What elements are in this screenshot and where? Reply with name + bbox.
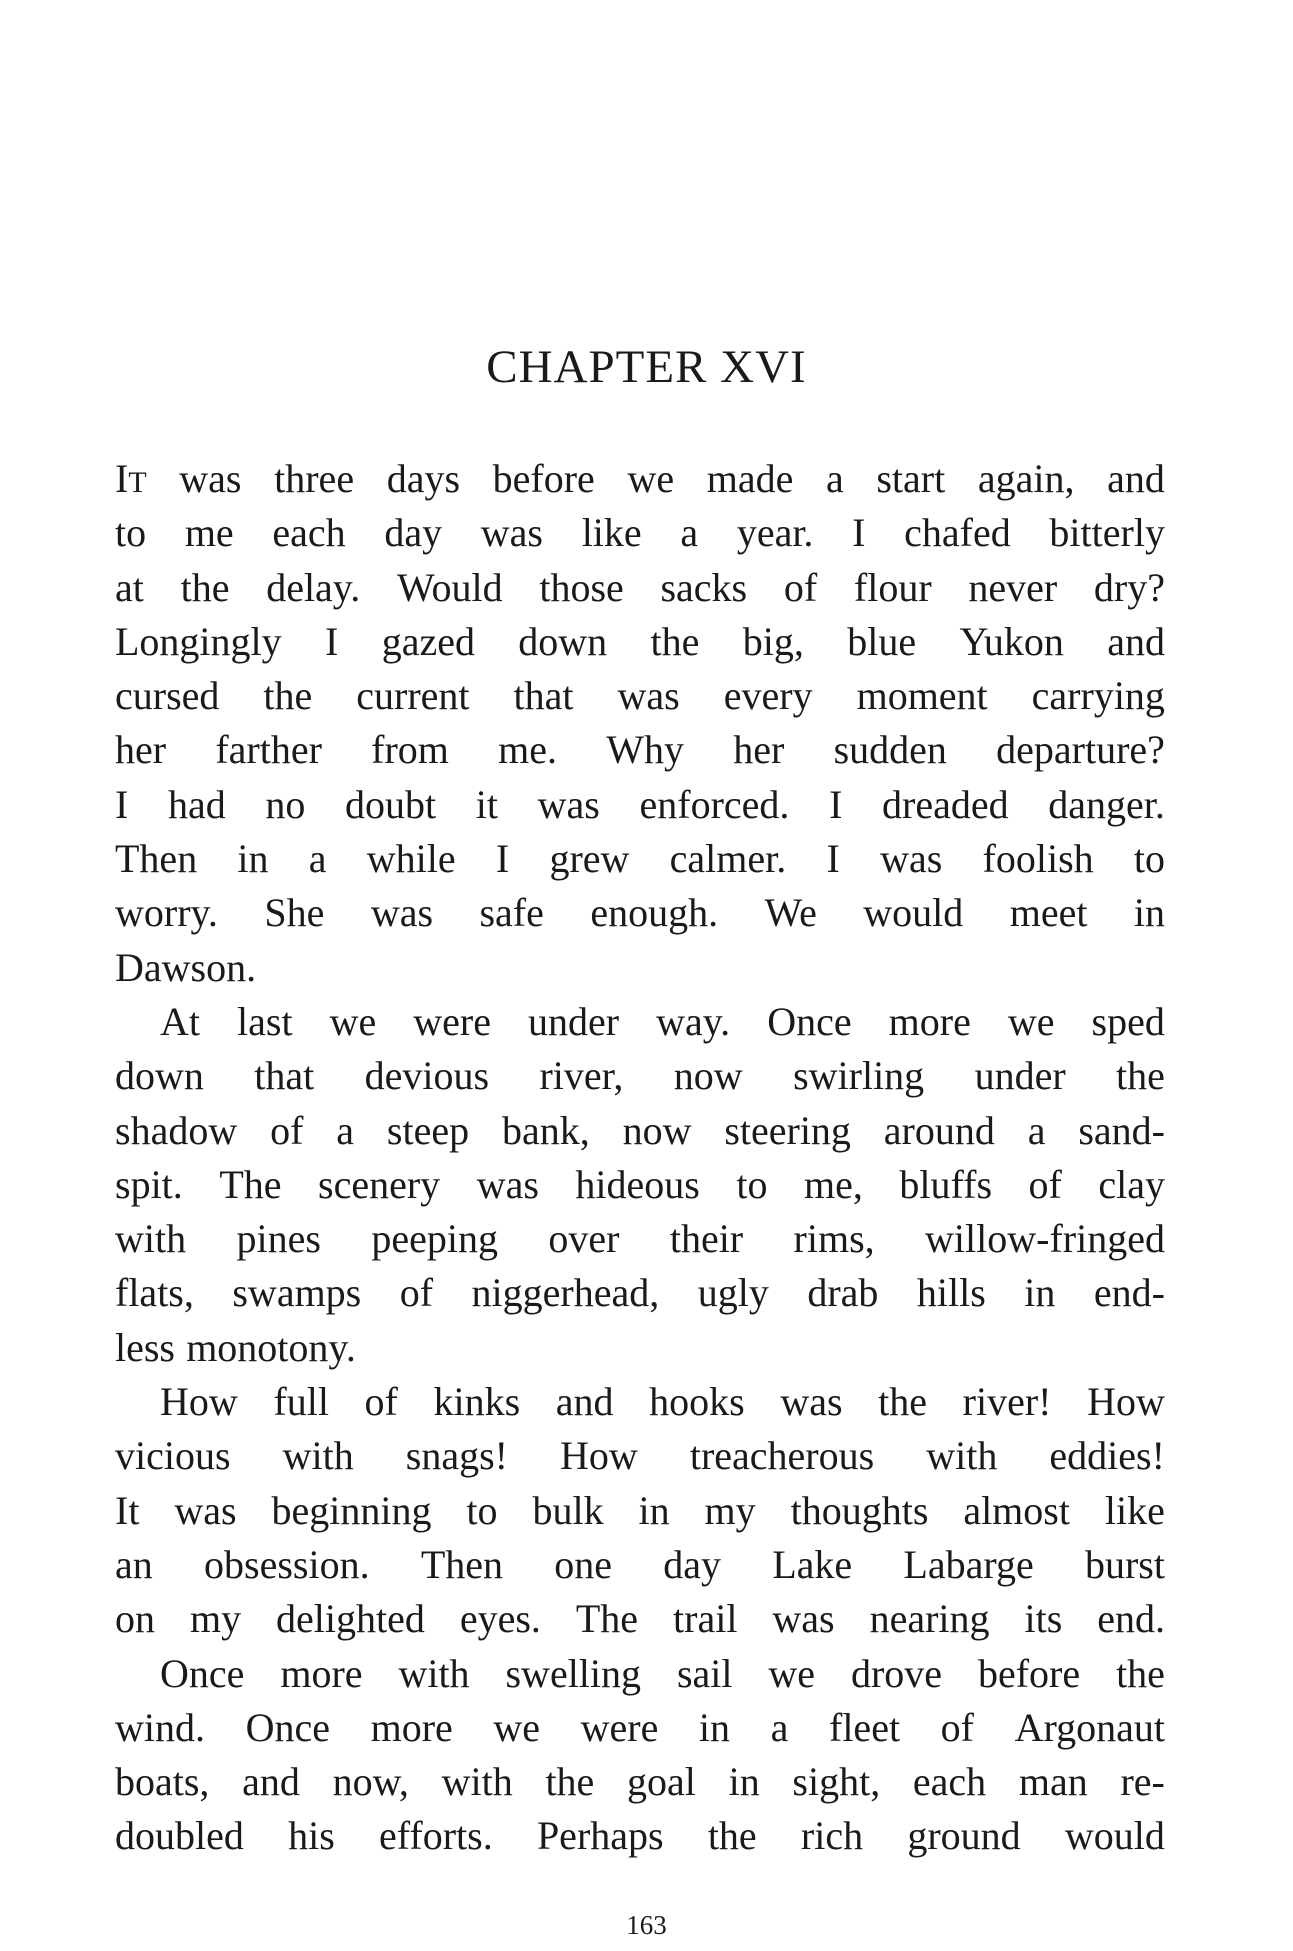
word: enforced. — [639, 781, 790, 827]
word: thoughts — [790, 1487, 929, 1533]
word: flour — [853, 564, 932, 610]
word: we — [1007, 998, 1055, 1044]
text-line — [115, 1266, 1165, 1320]
word: gazed — [381, 618, 475, 664]
word: hooks — [649, 1379, 745, 1425]
word: more — [280, 1650, 363, 1696]
word: bitterly — [1049, 510, 1165, 556]
word: end- — [1093, 1270, 1165, 1316]
word: I — [829, 781, 843, 827]
word: danger. — [1048, 781, 1165, 827]
word: from — [371, 727, 449, 773]
word: Yukon — [959, 618, 1064, 664]
word: I — [325, 618, 339, 664]
word: How — [1087, 1379, 1165, 1425]
word: of — [783, 564, 818, 610]
word: my — [704, 1487, 756, 1533]
word: doubled — [115, 1813, 244, 1859]
word: worry. — [115, 890, 218, 936]
word: now — [622, 1107, 692, 1153]
word: day — [384, 510, 443, 556]
word: delighted — [276, 1596, 425, 1642]
word: me. — [498, 727, 558, 773]
word: farther — [215, 727, 322, 773]
word: treacherous — [689, 1433, 875, 1479]
word: Labarge — [903, 1541, 1034, 1587]
word: way. — [656, 998, 731, 1044]
text-line — [115, 452, 1165, 506]
word: bluffs — [899, 1161, 993, 1207]
word: would — [1064, 1813, 1165, 1859]
word: that — [513, 673, 574, 719]
word: I — [495, 836, 510, 882]
word: the — [545, 1759, 595, 1805]
word: re- — [1120, 1759, 1165, 1805]
word: Then — [115, 836, 198, 882]
word: trail — [673, 1596, 738, 1642]
word: was — [772, 1596, 835, 1642]
word: safe — [479, 890, 544, 936]
word: a — [825, 456, 844, 501]
word: The — [575, 1596, 639, 1642]
word: in — [1133, 890, 1165, 936]
word: I — [115, 781, 129, 827]
text-line — [115, 941, 1165, 995]
word: never — [968, 564, 1058, 610]
word: before — [977, 1650, 1081, 1696]
word: was — [476, 1161, 539, 1207]
word: doubt — [345, 781, 437, 827]
word: grew — [549, 836, 630, 882]
word: moment — [856, 673, 988, 719]
text-line — [115, 1158, 1165, 1212]
word: me, — [804, 1161, 863, 1207]
word: sight, — [792, 1759, 881, 1805]
chapter-title: CHAPTER XVI — [486, 341, 807, 393]
word: were — [580, 1704, 659, 1750]
word: while — [366, 836, 456, 882]
word: on — [115, 1596, 155, 1642]
word: cursed — [115, 673, 220, 719]
word: at — [115, 564, 144, 610]
word: bulk — [532, 1487, 604, 1533]
word: fleet — [829, 1704, 901, 1750]
text-line — [115, 561, 1165, 615]
word: ground — [907, 1813, 1021, 1859]
word: that — [254, 1053, 315, 1099]
word: I — [852, 510, 866, 556]
word: hideous — [575, 1161, 700, 1207]
word: and — [1107, 456, 1165, 501]
word: her — [733, 727, 785, 773]
word: carrying — [1031, 673, 1165, 719]
word: days — [386, 456, 461, 501]
text-line — [115, 669, 1165, 723]
word: the — [263, 673, 313, 719]
word: At — [160, 998, 200, 1044]
word: of — [1028, 1161, 1062, 1207]
word: blue — [847, 618, 917, 664]
word: wind. — [115, 1704, 205, 1750]
text-line — [115, 1104, 1165, 1158]
word: sacks — [660, 564, 748, 610]
word: his — [288, 1813, 335, 1859]
word: we — [493, 1704, 541, 1750]
word: the — [1116, 1053, 1165, 1099]
word: nearing — [869, 1596, 990, 1642]
word: scenery — [318, 1161, 441, 1207]
word: the — [1116, 1650, 1165, 1696]
word: flats, — [115, 1270, 194, 1316]
text-line — [115, 1538, 1165, 1592]
word: in — [237, 836, 269, 882]
word: Longingly — [115, 618, 282, 664]
word: to — [466, 1487, 498, 1533]
word: of — [940, 1704, 974, 1750]
word: it — [475, 781, 499, 827]
word: of — [270, 1107, 304, 1153]
word: calmer. — [669, 836, 787, 882]
word: no — [265, 781, 306, 827]
word: around — [883, 1107, 995, 1153]
word: in — [698, 1704, 731, 1750]
word: foolish — [982, 836, 1094, 882]
word: end. — [1097, 1596, 1165, 1642]
word: We — [764, 890, 817, 936]
text-line — [115, 1429, 1165, 1483]
word: full — [273, 1379, 329, 1425]
word: spit. — [115, 1161, 183, 1207]
word: steering — [724, 1107, 851, 1153]
word: a — [308, 836, 327, 882]
word: drove — [850, 1650, 943, 1696]
word: a — [1027, 1107, 1046, 1153]
word: would — [863, 890, 964, 936]
word: Lake — [772, 1541, 853, 1587]
word: year. — [736, 510, 814, 556]
word: in — [1024, 1270, 1056, 1316]
word: rich — [800, 1813, 864, 1859]
word: river! — [962, 1379, 1052, 1425]
word: with — [398, 1650, 470, 1696]
word: boats, — [115, 1759, 210, 1805]
text-line — [115, 1592, 1165, 1646]
word: drab — [807, 1270, 879, 1316]
word: to — [115, 510, 147, 556]
word: with — [115, 1216, 187, 1262]
small-caps-letter: T — [128, 466, 147, 499]
text-line — [115, 995, 1165, 1049]
word: Then — [420, 1541, 503, 1587]
word: pines — [236, 1216, 321, 1262]
text-line — [115, 1321, 1165, 1375]
word: last — [237, 998, 293, 1044]
word: her — [115, 727, 167, 773]
word: meet — [1009, 890, 1088, 936]
word: burst — [1084, 1541, 1165, 1587]
word: was — [174, 1487, 237, 1533]
word: with — [926, 1433, 998, 1479]
word: sped — [1091, 998, 1165, 1044]
word: like — [581, 510, 642, 556]
word: had — [167, 781, 226, 827]
word: was — [617, 673, 680, 719]
word: dry? — [1093, 564, 1165, 610]
word: their — [669, 1216, 744, 1262]
word: and — [1107, 618, 1165, 664]
word: efforts. — [379, 1813, 493, 1859]
word: down — [518, 618, 608, 664]
text-line — [115, 1049, 1165, 1103]
word: one — [554, 1541, 612, 1587]
word: chafed — [904, 510, 1011, 556]
word: She — [264, 890, 325, 936]
word: me — [184, 510, 234, 556]
word: to — [736, 1161, 768, 1207]
word: obsession. — [204, 1541, 370, 1587]
word: ugly — [697, 1270, 769, 1316]
word: sand- — [1078, 1107, 1165, 1153]
word: swamps — [232, 1270, 362, 1316]
word: shadow — [115, 1107, 238, 1153]
word: each — [272, 510, 346, 556]
word: in — [638, 1487, 670, 1533]
word: I — [826, 836, 840, 882]
word: and — [242, 1759, 300, 1805]
word: start — [876, 456, 946, 501]
word: was — [880, 836, 943, 882]
text-line — [115, 1809, 1165, 1863]
word: my — [189, 1596, 242, 1642]
word: kinks — [433, 1379, 521, 1425]
word: sudden — [833, 727, 947, 773]
word: big, — [742, 618, 804, 664]
word: the — [180, 564, 230, 610]
text-line — [115, 1484, 1165, 1538]
word: Once — [160, 1650, 245, 1696]
word: was — [179, 456, 242, 501]
word: niggerhead, — [471, 1270, 660, 1316]
word: It — [115, 1487, 140, 1533]
word: every — [723, 673, 813, 719]
word: current — [356, 673, 470, 719]
word: vicious — [115, 1433, 231, 1479]
word: under — [974, 1053, 1066, 1099]
word: and — [555, 1379, 614, 1425]
word: peeping — [371, 1216, 498, 1262]
word: we — [627, 456, 675, 501]
text-line — [115, 1212, 1165, 1266]
word: river, — [539, 1053, 624, 1099]
word: eddies! — [1049, 1433, 1165, 1479]
word: a — [336, 1107, 355, 1153]
word: more — [888, 998, 971, 1044]
word: How — [160, 1379, 238, 1425]
word: we — [329, 998, 377, 1044]
word: willow-fringed — [925, 1216, 1165, 1262]
text-line — [115, 723, 1165, 777]
word: an — [115, 1541, 153, 1587]
word: departure? — [996, 727, 1165, 773]
word: again, — [977, 456, 1075, 501]
initial-letter: I — [115, 456, 129, 501]
word: enough. — [590, 890, 719, 936]
word: those — [539, 564, 624, 610]
page-number: 163 — [626, 1910, 667, 1940]
word: Argonaut — [1014, 1704, 1165, 1750]
text-line — [115, 832, 1165, 886]
word: the — [650, 618, 700, 664]
text-line — [115, 1647, 1165, 1701]
word: to — [1133, 836, 1165, 882]
word: clay — [1098, 1161, 1165, 1207]
word: almost — [963, 1487, 1070, 1533]
drop-word — [115, 452, 147, 510]
word: day — [663, 1541, 721, 1587]
word: man — [1018, 1759, 1088, 1805]
word: now, — [332, 1759, 409, 1805]
word: The — [219, 1161, 282, 1207]
word: under — [528, 998, 620, 1044]
word: a — [770, 1704, 789, 1750]
word: hills — [916, 1270, 986, 1316]
word: a — [680, 510, 699, 556]
text-line — [115, 506, 1165, 560]
word: dreaded — [882, 781, 1009, 827]
word: goal — [627, 1759, 696, 1805]
word: was — [370, 890, 434, 936]
word: now — [673, 1053, 743, 1099]
word: devious — [364, 1053, 490, 1099]
word: eyes. — [459, 1596, 541, 1642]
word: Would — [396, 564, 503, 610]
word: of — [399, 1270, 434, 1316]
word: in — [728, 1759, 760, 1805]
text-line — [115, 1375, 1165, 1429]
word: the — [707, 1813, 757, 1859]
word: delay. — [266, 564, 361, 610]
word: Why — [606, 727, 685, 773]
word: beginning — [271, 1487, 432, 1533]
word: three — [274, 456, 355, 501]
word: we — [768, 1650, 816, 1696]
word: like — [1104, 1487, 1165, 1533]
word: with — [441, 1759, 513, 1805]
word: down — [115, 1053, 204, 1099]
word: the — [878, 1379, 928, 1425]
word: was — [480, 510, 543, 556]
word: swelling — [505, 1650, 642, 1696]
word: Once — [245, 1704, 330, 1750]
word: Perhaps — [536, 1813, 664, 1859]
word: with — [282, 1433, 354, 1479]
word: more — [370, 1704, 453, 1750]
text-line — [115, 1755, 1165, 1809]
body-text — [115, 452, 1165, 1864]
word: was — [780, 1379, 843, 1425]
word: monotony. — [186, 1324, 356, 1370]
word: swirling — [793, 1053, 925, 1099]
word: of — [364, 1379, 398, 1425]
word: were — [413, 998, 491, 1044]
word: bank, — [501, 1107, 590, 1153]
word: each — [912, 1759, 987, 1805]
word: made — [706, 456, 794, 501]
word: rims, — [793, 1216, 875, 1262]
word: snags! — [405, 1433, 508, 1479]
word: its — [1024, 1596, 1063, 1642]
word: Dawson. — [115, 944, 257, 990]
word: steep — [386, 1107, 470, 1153]
word: was — [537, 781, 600, 827]
text-line — [115, 886, 1165, 940]
word: sail — [676, 1650, 733, 1696]
text-line — [115, 615, 1165, 669]
text-line — [115, 778, 1165, 832]
word: How — [560, 1433, 638, 1479]
word: before — [492, 456, 595, 501]
text-line — [115, 1701, 1165, 1755]
word: Once — [767, 998, 852, 1044]
word: less — [115, 1324, 175, 1370]
word: over — [548, 1216, 620, 1262]
